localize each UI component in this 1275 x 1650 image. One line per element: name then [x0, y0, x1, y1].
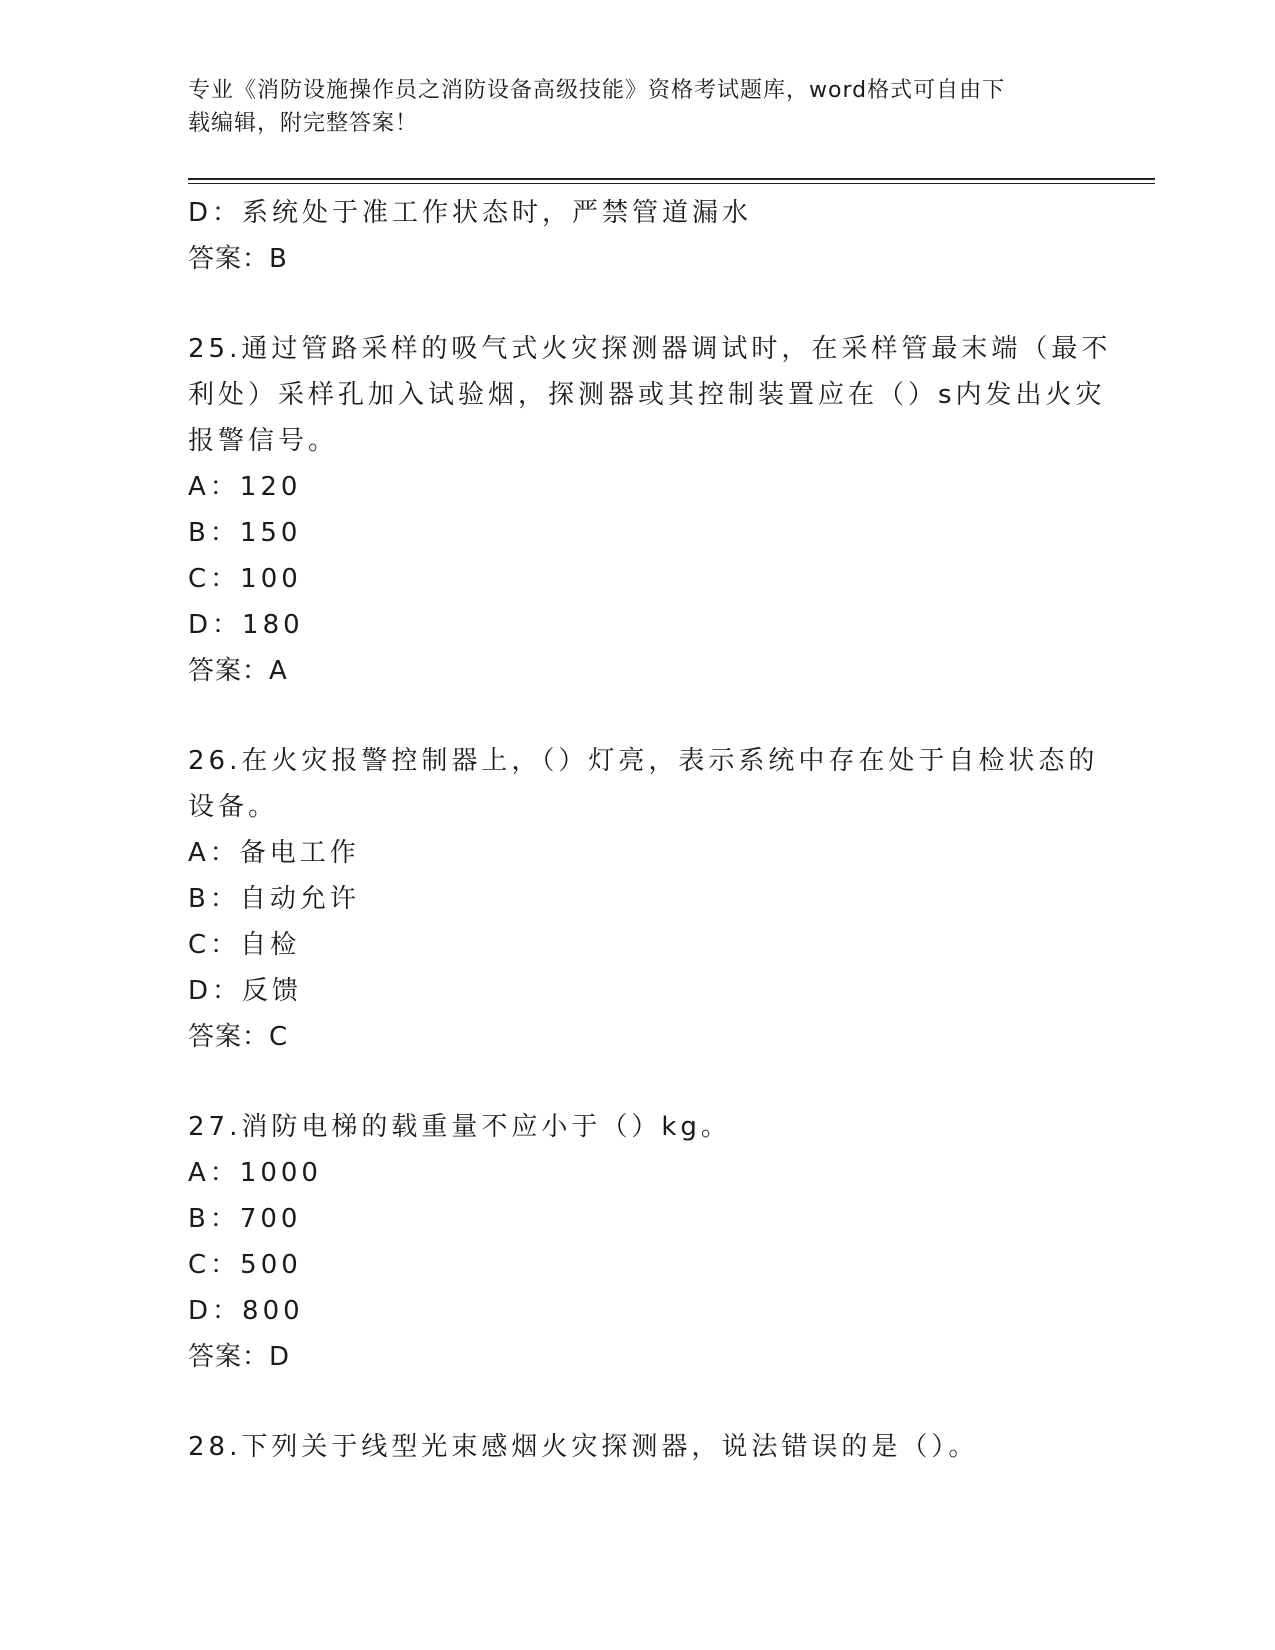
answer: 答案：D — [188, 1342, 291, 1372]
question-text-line: 设备。 — [188, 792, 279, 822]
answer: 答案：B — [188, 244, 288, 274]
question-text-line: 25.通过管路采样的吸气式火灾探测器调试时，在采样管最末端（最不 — [188, 334, 1112, 364]
question-text-line: 28.下列关于线型光束感烟火灾探测器，说法错误的是（）。 — [188, 1432, 979, 1462]
option-b: B：700 — [188, 1204, 302, 1234]
answer: 答案：C — [188, 1022, 289, 1052]
question-26 — [188, 738, 1099, 1060]
document-body — [188, 190, 1112, 1470]
question-text-line: 利处）采样孔加入试验烟，探测器或其控制装置应在（）s内发出火灾 — [188, 380, 1106, 410]
document-header — [188, 74, 1068, 140]
answer: 答案：A — [188, 656, 288, 686]
question-text-line: 26.在火灾报警控制器上，（）灯亮，表示系统中存在处于自检状态的 — [188, 746, 1099, 776]
header-line-1: 专业《消防设施操作员之消防设备高级技能》资格考试题库，word格式可自由下 — [188, 78, 1006, 103]
question-25 — [188, 326, 1112, 694]
question-text-line: 27.消防电梯的载重量不应小于（）kg。 — [188, 1112, 731, 1142]
option-c: C：自检 — [188, 930, 301, 960]
header-rule-thin — [188, 183, 1155, 184]
question-28 — [188, 1424, 1088, 1470]
option-a: A：备电工作 — [188, 838, 360, 868]
option-d: D：系统处于准工作状态时，严禁管道漏水 — [188, 198, 753, 228]
option-d: D：180 — [188, 610, 304, 640]
question-27 — [188, 1104, 1088, 1380]
question-text-line: 报警信号。 — [188, 426, 339, 456]
option-d: D：800 — [188, 1296, 304, 1326]
option-b: B：150 — [188, 518, 302, 548]
header-rule-thick — [188, 178, 1155, 180]
option-a: A：120 — [188, 472, 302, 502]
option-d: D：反馈 — [188, 976, 303, 1006]
option-b: B：自动允许 — [188, 884, 360, 914]
header-line-2: 载编辑，附完整答案！ — [188, 111, 419, 136]
option-a: A：1000 — [188, 1158, 322, 1188]
option-c: C：100 — [188, 564, 302, 594]
option-c: C：500 — [188, 1250, 302, 1280]
